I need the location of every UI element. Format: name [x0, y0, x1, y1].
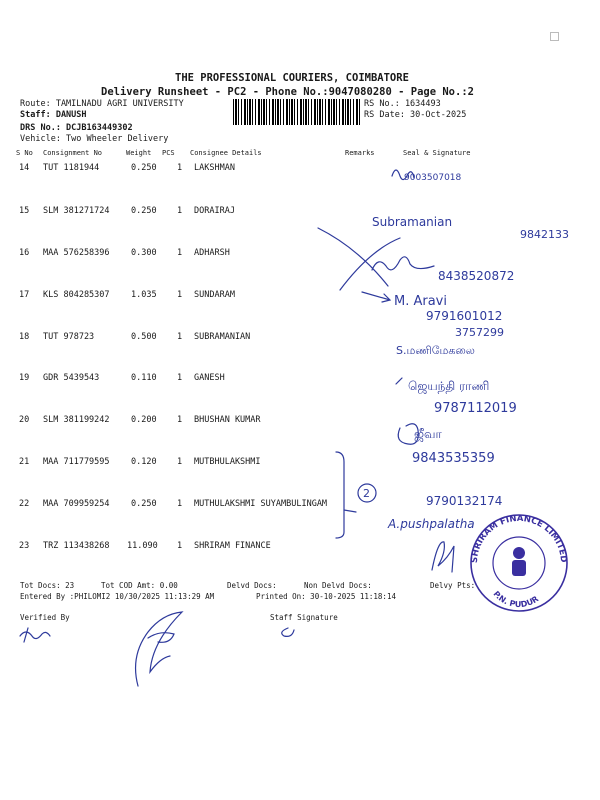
row-consignment: SLM 381199242 [43, 415, 110, 425]
stamp-bottom-text: P.N. PUDUR [491, 589, 541, 610]
row-pcs: 1 [177, 163, 183, 173]
row-consignment: MAA 576258396 [43, 248, 110, 258]
r15-phone: 9842133 [520, 228, 569, 241]
row-consignment: MAA 711779595 [43, 457, 110, 467]
row-pcs: 1 [177, 457, 183, 467]
row-consignee: MUTBHULAKSHMI [194, 457, 261, 467]
r14-phone: 9003507018 [404, 173, 462, 183]
row-pcs: 1 [177, 290, 183, 300]
delivered-docs: Delvd Docs: [227, 581, 277, 590]
row-consignee: SUNDARAM [194, 290, 235, 300]
row-consignee: BHUSHAN KUMAR [194, 415, 261, 425]
r22-phone: 9790132174 [426, 494, 503, 508]
r18-name: S.மணிமேகலை [396, 344, 475, 357]
rs-number: RS No.: 1634493 [364, 99, 441, 109]
col-sno: S No [16, 149, 33, 157]
row-consignee: SUBRAMANIAN [194, 332, 251, 342]
row-consignee: LAKSHMAN [194, 163, 235, 173]
row-pcs: 1 [177, 206, 183, 216]
row-consignment: GDR 5439543 [43, 373, 100, 383]
row-pcs: 1 [177, 373, 183, 383]
row-sno: 20 [19, 415, 30, 425]
col-seal-signature: Seal & Signature [403, 149, 471, 157]
row-consignee: ADHARSH [194, 248, 230, 258]
runsheet-title: Delivery Runsheet - PC2 - Phone No.:9047080280 - Page No.:2 [101, 86, 474, 98]
entered-by: Entered By :PHILOMI2 10/30/2025 11:13:29 AM [20, 592, 215, 601]
row-pcs: 1 [177, 332, 183, 342]
row-weight: 0.250 [131, 163, 157, 173]
rs-date: RS Date: 30-Oct-2025 [364, 110, 467, 120]
row-weight: 0.200 [131, 415, 157, 425]
stamp-top-text: SHRIRAM FINANCE LIMITED [469, 513, 569, 564]
r15-name: Subramanian [372, 215, 453, 229]
vehicle-label: Vehicle: Two Wheeler Delivery [20, 134, 169, 144]
row-sno: 17 [19, 290, 30, 300]
row-weight: 0.500 [131, 332, 157, 342]
r19-name: ஜெயந்தி ராணி [408, 379, 490, 393]
row-weight: 0.300 [131, 248, 157, 258]
row-pcs: 1 [177, 415, 183, 425]
row-consignment: KLS 804285307 [43, 290, 110, 300]
r18-phone1: 9791601012 [426, 309, 503, 323]
col-weight: Weight [126, 149, 152, 157]
r20-name: ஜீவா [414, 427, 442, 441]
col-remarks: Remarks [345, 149, 375, 157]
row-consignee: SHRIRAM FINANCE [194, 541, 271, 551]
row-consignment: MAA 709959254 [43, 499, 110, 509]
staff-signature-label: Staff Signature [270, 613, 338, 622]
row-sno: 16 [19, 248, 30, 258]
verified-by-label: Verified By [20, 613, 70, 622]
row-weight: 0.250 [131, 499, 157, 509]
row-consignment: TRZ 113438268 [43, 541, 110, 551]
total-docs: Tot Docs: 23 [20, 581, 75, 590]
row-weight: 1.035 [131, 290, 157, 300]
r19-phone: 9787112019 [434, 401, 517, 416]
row-weight: 0.120 [131, 457, 157, 467]
row-consignment: SLM 381271724 [43, 206, 110, 216]
row-sno: 14 [19, 163, 30, 173]
row-sno: 15 [19, 206, 30, 216]
row-pcs: 1 [177, 541, 183, 551]
r22-number: 2 [363, 487, 370, 500]
row-consignee: GANESH [194, 373, 225, 383]
col-consignment: Consignment No [43, 149, 103, 157]
row-consignment: TUT 1181944 [43, 163, 100, 173]
row-consignment: TUT 978723 [43, 332, 95, 342]
row-sno: 21 [19, 457, 30, 467]
r18-phone2: 3757299 [455, 326, 504, 339]
row-sno: 19 [19, 373, 30, 383]
row-sno: 23 [19, 541, 30, 551]
row-pcs: 1 [177, 499, 183, 509]
route-label: Route: TAMILNADU AGRI UNIVERSITY [20, 99, 184, 109]
col-pcs: PCS [162, 149, 175, 157]
row-weight: 0.110 [131, 373, 157, 383]
r16-phone: 8438520872 [438, 269, 515, 283]
stamp-figure-icon [512, 547, 526, 576]
row-weight: 11.090 [127, 541, 158, 551]
staff-label: Staff: DANUSH [20, 110, 87, 120]
col-consignee: Consignee Details [190, 149, 262, 157]
r20-phone: 9843535359 [412, 451, 495, 466]
row-consignee: MUTHULAKSHMI SUYAMBULINGAM [194, 499, 328, 509]
company-title: THE PROFESSIONAL COURIERS, COIMBATORE [175, 72, 409, 84]
printed-on: Printed On: 30-10-2025 11:18:14 [256, 592, 396, 601]
row-consignee: DORAIRAJ [194, 206, 235, 216]
row-sno: 18 [19, 332, 30, 342]
total-cod-amount: Tot COD Amt: 0.00 [101, 581, 178, 590]
r17-name: M. Aravi [394, 294, 447, 309]
row-pcs: 1 [177, 248, 183, 258]
row-weight: 0.250 [131, 206, 157, 216]
non-delivered-docs: Non Delvd Docs: [304, 581, 372, 590]
row-sno: 22 [19, 499, 30, 509]
drs-number: DRS No.: DCJB163449302 [20, 123, 133, 133]
delivery-points: Delvy Pts: [430, 581, 476, 590]
r22-name: A.pushpalatha [388, 517, 475, 531]
